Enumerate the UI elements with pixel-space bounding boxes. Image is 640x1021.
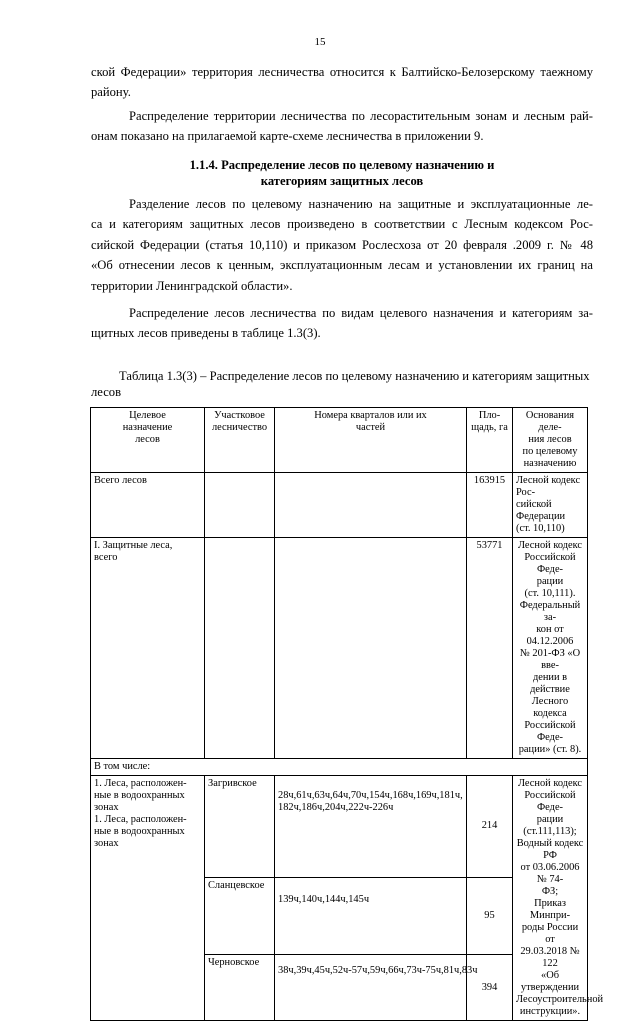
section-paragraph-2 [91, 303, 593, 344]
water-quarters-2: 139ч,140ч,144ч,145ч [275, 877, 467, 955]
protective-basis: Лесной кодекс Российской Феде- рации (ст. 10,111). Федеральный за- кон от 04.12.2006 № 201-ФЗ «О вве- дении в действие Лесного кодекса Российской Феде- рации» (ст. 8). [513, 538, 588, 759]
water-district-1: Загривское [205, 776, 275, 878]
table-caption [91, 368, 593, 400]
water-area-3: 394 [467, 955, 513, 1021]
distribution-line-2: онам показано на прилагаемой карте-схеме лесничества в приложении 9. [91, 129, 484, 144]
header-area: Пло- щадь, га [467, 408, 513, 473]
section-p1-line-4: «Об отнесении лесов к ценным, эксплуатационным лесам и установлении их границ на [91, 258, 593, 273]
distribution-paragraph [91, 106, 593, 147]
table-row-total [91, 473, 588, 538]
header-purpose: Целевое назначение лесов [91, 408, 205, 473]
intro-paragraph [91, 62, 593, 103]
protective-purpose: I. Защитные леса, всего [91, 538, 205, 759]
protective-area: 53771 [467, 538, 513, 759]
intro-line-2: району. [91, 85, 131, 100]
header-quarters: Номера кварталов или их частей [275, 408, 467, 473]
forest-distribution-table [90, 407, 604, 1021]
water-district-2: Сланцевское [205, 877, 275, 955]
water-area-1: 214 [467, 776, 513, 878]
section-p1-line-5: территории Ленинградской области». [91, 278, 293, 293]
water-quarters-1: 28ч,61ч,63ч,64ч,70ч,154ч,168ч,169ч,181ч, 182ч,186ч,204ч,222ч-226ч [275, 776, 467, 878]
section-heading-line-1: 1.1.4. Распределение лесов по целевому назначению и [189, 158, 495, 172]
section-heading [91, 157, 593, 189]
section-heading-line-2: категориям защитных лесов [260, 174, 424, 188]
table-header-row [91, 408, 588, 473]
page-number: 15 [314, 36, 326, 48]
distribution-line-1: Распределение территории лесничества по лесорастительным зонам и лесным рай- [129, 109, 593, 123]
section-p1-line-2: са и категориям защитных лесов произведено в соответствии с Лесным кодексом Рос- [91, 217, 593, 232]
total-district [205, 473, 275, 538]
total-purpose: Всего лесов [91, 473, 205, 538]
header-basis: Основания деле- ния лесов по целевому назначению [513, 408, 588, 473]
water-district-3: Черновское [205, 955, 275, 1021]
section-p1-line-3: сийской Федерации (статья 10,110) и приказом Рослесхоза от 20 февраля .2009 г. № 48 [91, 237, 593, 252]
total-quarters [275, 473, 467, 538]
table-row-including [91, 759, 588, 776]
header-district: Участковое лесничество [205, 408, 275, 473]
water-purpose: 1. Леса, расположен- ные в водоохранных зонах 1. Леса, расположен- ные в водоохранных зонах [91, 776, 205, 1021]
water-area-2: 95 [467, 877, 513, 955]
table-row-water-1 [91, 776, 588, 878]
protective-quarters [275, 538, 467, 759]
total-area: 163915 [467, 473, 513, 538]
including-label: В том числе: [91, 759, 588, 776]
table-row-protective [91, 538, 588, 759]
water-quarters-3: 38ч,39ч,45ч,52ч-57ч,59ч,66ч,73ч-75ч,81ч,83ч [275, 955, 467, 1021]
section-p2-line-2: щитных лесов приведены в таблице 1.3(3). [91, 326, 321, 341]
section-p1-line-1: Разделение лесов по целевому назначению на защитные и эксплуатационные ле- [129, 197, 593, 211]
total-basis: Лесной кодекс Рос- сийской Федерации (ст. 10,110) [513, 473, 588, 538]
intro-line-1: ской Федерации» территория лесничества относится к Балтийско-Белозерскому таежному [91, 65, 593, 79]
protective-district [205, 538, 275, 759]
water-basis: Лесной кодекс Российской Феде- рации (ст.111,113); Водный кодекс РФ от 03.06.2006 № 74- ФЗ; Приказ Минпри- роды России от 29.03.2018 № 122 «Об утверждении Лесоустроительной инструкции». [513, 776, 588, 1021]
section-p2-line-1: Распределение лесов лесничества по видам целевого назначения и категориям за- [129, 306, 593, 320]
section-paragraph-1 [91, 194, 593, 296]
table-caption-text: Таблица 1.3(3) – Распределение лесов по целевому назначению и категориям защитных лесов [91, 369, 590, 399]
